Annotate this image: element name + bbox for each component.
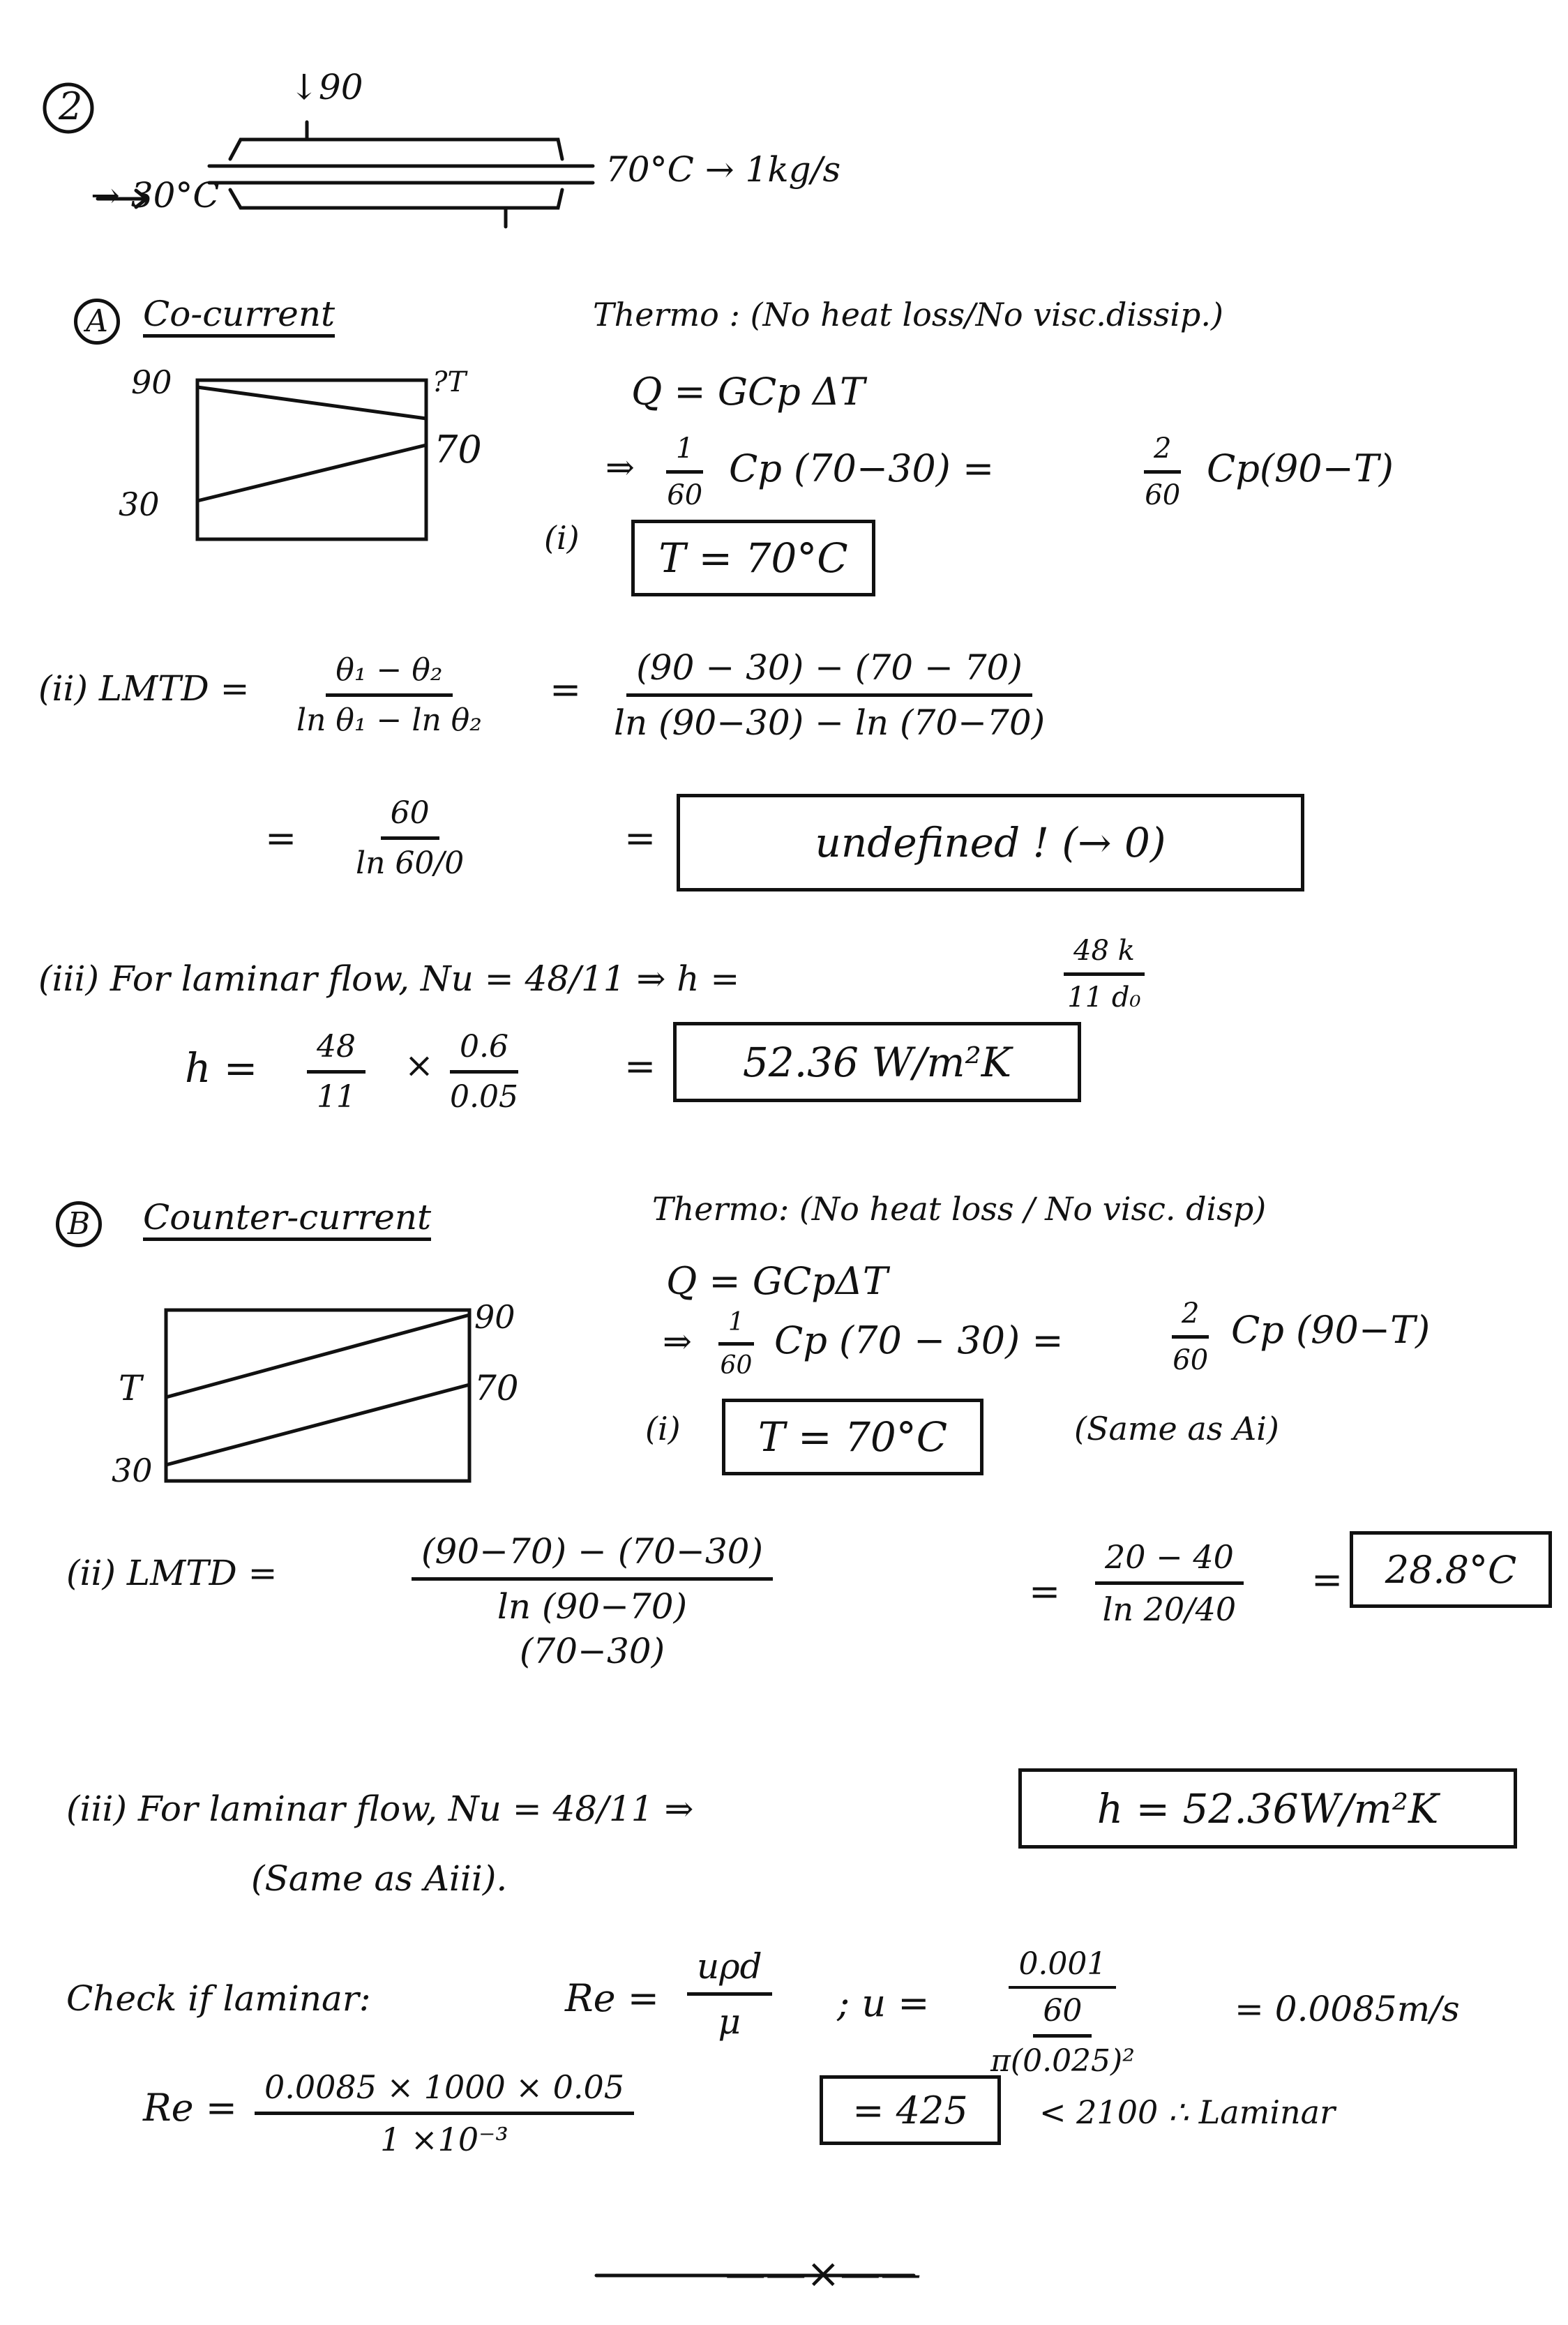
part-b-i-result: T = 70°C	[722, 1399, 983, 1475]
part-a-ii-eq: =	[550, 668, 582, 712]
part-a-iii-h-formula: $\frac{48 k}{\text{11 d₀}}$	[1064, 935, 1145, 1014]
part-a-iii-line1: (iii) For laminar flow, Nu = 48/11 ⇒ h =	[38, 958, 740, 999]
diagram-a-hot-in: 90	[131, 363, 172, 401]
part-a-ii-label: (ii) LMTD =	[38, 668, 250, 709]
part-b-ii-substitution: (90−70) − (70−30) ln (90−70) (70−30)	[412, 1531, 773, 1671]
cold-inlet-label: → 30°C	[91, 175, 220, 216]
part-b-ii-result: 28.8°C	[1350, 1531, 1552, 1608]
diagram-b-hot-in: 90	[474, 1298, 515, 1336]
part-a-iii-eq: =	[624, 1044, 656, 1088]
cocurrent-diagram	[197, 380, 426, 539]
re-compare: < 2100 ∴ Laminar	[1039, 2093, 1336, 2131]
part-b-iii-line1: (iii) For laminar flow, Nu = 48/11 ⇒	[66, 1789, 694, 1829]
re-lhs: Re =	[143, 2086, 238, 2130]
part-b-ii-value: $\frac{20 - 40}{\ln 20/40}$	[1095, 1538, 1244, 1628]
re-definition-frac: uρd μ	[687, 1946, 772, 2042]
part-a-i-result: T = 70°C	[631, 520, 875, 596]
part-b-title: Counter-current	[143, 1200, 431, 1241]
hot-stream-line-b	[166, 1315, 469, 1397]
laminar-check-label: Check if laminar:	[66, 1978, 371, 2019]
cold-outlet-label: 70°C → 1kg/s	[605, 149, 841, 190]
diagram-b-hot-out: T	[119, 1368, 142, 1408]
part-b-iii-line2: (Same as Aiii).	[251, 1858, 508, 1899]
part-a-rhs-frac: $\frac{2}{60}$	[1145, 432, 1181, 511]
re-result: = 425	[820, 2075, 1001, 2145]
part-a-ii-formula: $\frac{\text{θ₁ − θ₂}}{\text{ln θ₁ − ln θ₂}}$	[296, 652, 482, 738]
part-b-lhs-frac: $\frac{1}{60}$	[718, 1308, 754, 1380]
part-a-iii-result: 52.36 W/m²K	[673, 1022, 1081, 1102]
part-a-lhs-frac: $\frac{1}{60}$	[667, 432, 703, 511]
part-b-i-note: (Same as Ai)	[1074, 1410, 1279, 1447]
part-b-iii-result: h = 52.36W/m²K	[1018, 1768, 1517, 1849]
re-definition-lhs: Re =	[565, 1976, 660, 2020]
u-frac: 0.001 60 π(0.025)²	[990, 1946, 1135, 2079]
u-result: = 0.0085m/s	[1235, 1989, 1460, 2029]
part-a-iii-frac2: $\frac{0.6}{0.05}$	[450, 1029, 518, 1115]
part-a-ii-value: $\frac{60}{\ln 60/0}$	[356, 795, 465, 881]
part-b-ii-eq2: =	[1311, 1558, 1343, 1602]
part-a-iii-frac1: $\frac{48}{11}$	[307, 1029, 365, 1115]
end-mark: ——×——	[725, 2250, 921, 2297]
part-b-energy-arrow: ⇒	[663, 1321, 692, 1362]
part-a-ii-eq2: =	[265, 816, 297, 860]
part-b-ii-eq: =	[1029, 1570, 1061, 1613]
diagram-b-cold-in: 30	[112, 1452, 153, 1489]
problem-number: 2	[59, 84, 83, 128]
part-a-ii-result: undefined ! (→ 0)	[677, 794, 1304, 891]
part-a-ii-substitution: $\frac{(90 - 30) - (70 - 70)}{\ln (90-30) - \ln (70-70)}$	[614, 647, 1046, 743]
part-a-ii-eq3: =	[624, 816, 656, 860]
part-a-energy-rhs: Cp(90−T)	[1207, 446, 1394, 490]
cold-stream-line-b	[166, 1385, 469, 1465]
part-b-letter: B	[56, 1201, 102, 1247]
diagram-b-cold-out: 70	[474, 1368, 519, 1408]
countercurrent-diagram	[166, 1310, 469, 1481]
hot-stream-line	[197, 387, 426, 419]
part-b-ii-label: (ii) LMTD =	[66, 1553, 278, 1593]
diagram-a-cold-in: 30	[119, 486, 160, 523]
part-a-thermo-title: Thermo : (No heat loss/No visc.dissip.)	[593, 296, 1223, 333]
part-b-energy-lhs: Cp (70 − 30) =	[774, 1318, 1064, 1362]
diagram-a-hot-out: ?T	[432, 366, 467, 398]
part-a-energy-arrow: ⇒	[605, 447, 635, 488]
part-a-letter: A	[74, 299, 120, 345]
part-a-i-label: (i)	[544, 519, 580, 557]
part-a-q-equation: Q = GCp ΔT	[631, 370, 866, 414]
part-b-i-label: (i)	[645, 1410, 681, 1447]
part-b-rhs-frac: $\frac{2}{60}$	[1173, 1297, 1209, 1376]
part-a-iii-h: h =	[185, 1044, 258, 1092]
u-lhs: ; u =	[837, 1981, 930, 2025]
part-a-title: Co-current	[143, 296, 335, 338]
part-b-thermo-title: Thermo: (No heat loss / No visc. disp)	[652, 1190, 1267, 1228]
part-a-energy-lhs: Cp (70−30) =	[729, 446, 995, 490]
part-b-q-equation: Q = GCpΔT	[666, 1259, 888, 1303]
re-frac: $\frac{0.0085 \times 1000 \times 0.05}{\text{1 ×10⁻³}}$	[255, 2068, 634, 2158]
hot-inlet-label: ↓90	[289, 67, 363, 107]
part-b-energy-rhs: Cp (90−T)	[1231, 1308, 1431, 1352]
part-a-iii-times: ×	[405, 1045, 434, 1085]
diagram-a-cold-out: 70	[434, 428, 482, 472]
cold-stream-line	[197, 445, 426, 501]
